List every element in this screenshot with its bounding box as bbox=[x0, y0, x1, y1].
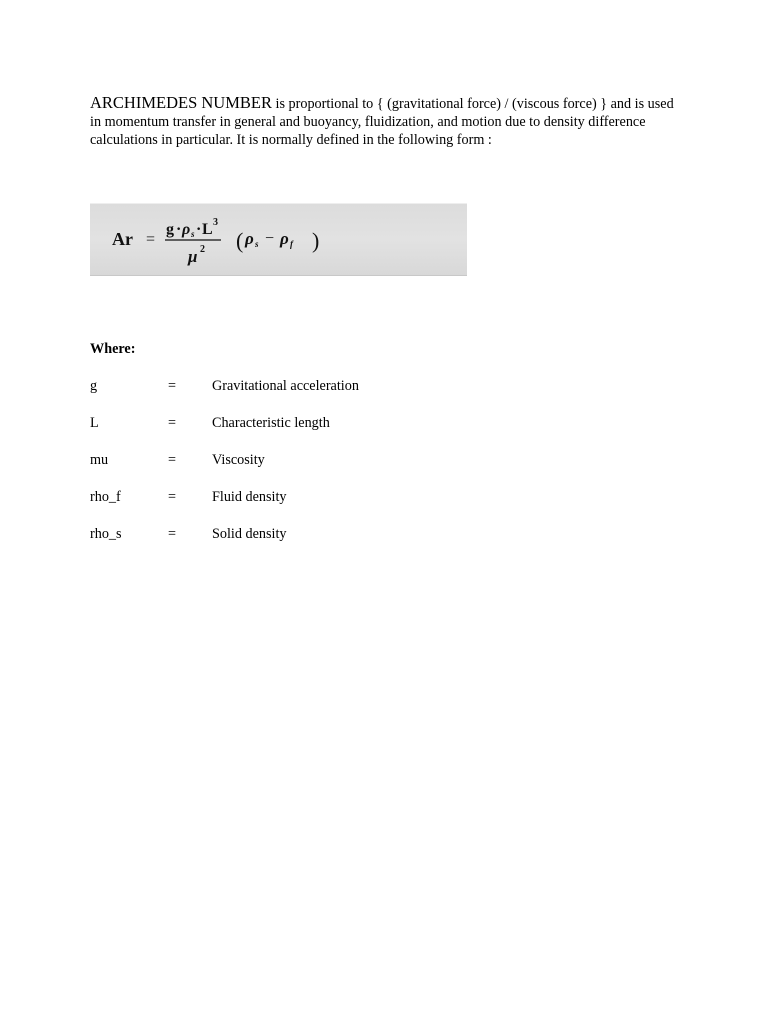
definition-description: Solid density bbox=[212, 526, 287, 542]
definition-description: Characteristic length bbox=[212, 415, 330, 431]
intro-text: is proportional to { (gravitational force) / (viscous force) } and is used in momentum transfer in general and buoyancy, fluidization, and motion due to density difference calculations in particular. It is normally defined in the following form : bbox=[90, 96, 674, 148]
formula-numerator-g: g bbox=[166, 221, 174, 238]
intro-paragraph bbox=[90, 94, 680, 149]
formula-open-paren: ( bbox=[236, 228, 244, 253]
formula-paren-rho-f: ρ bbox=[280, 229, 289, 248]
formula-numerator-rho: ρ bbox=[182, 221, 191, 238]
formula-paren-rho-s: ρ bbox=[245, 229, 254, 248]
definition-equals: = bbox=[168, 526, 177, 542]
formula-exp-2: 2 bbox=[200, 244, 205, 255]
formula-paren-sub-s: s bbox=[255, 239, 259, 249]
formula-dot-1: · bbox=[176, 221, 182, 238]
definition-symbol: rho_s bbox=[90, 526, 122, 542]
formula-equals: = bbox=[146, 231, 156, 248]
definition-equals: = bbox=[168, 378, 177, 394]
definition-symbol: L bbox=[90, 415, 99, 431]
formula-numerator-L: L bbox=[202, 221, 213, 238]
definition-symbol: rho_f bbox=[90, 489, 121, 505]
formula-image bbox=[90, 203, 467, 276]
definition-row bbox=[90, 488, 490, 506]
definition-equals: = bbox=[168, 415, 177, 431]
definition-symbol: g bbox=[90, 378, 98, 394]
definition-equals: = bbox=[168, 452, 177, 468]
formula-denominator-mu: μ bbox=[188, 247, 198, 266]
definition-row bbox=[90, 377, 490, 395]
where-label: Where: bbox=[90, 341, 136, 357]
formula-dot-2: · bbox=[196, 221, 202, 238]
definition-description: Fluid density bbox=[212, 489, 287, 505]
definition-row bbox=[90, 414, 490, 432]
definition-row bbox=[90, 451, 490, 469]
formula-numerator-sub-s: s bbox=[191, 229, 195, 239]
formula-close-paren: ) bbox=[312, 228, 320, 253]
definition-equals: = bbox=[168, 489, 177, 505]
definition-description: Viscosity bbox=[212, 452, 265, 468]
archimedes-number-term: ARCHIMEDES NUMBER bbox=[90, 93, 272, 112]
formula-lhs: Ar bbox=[112, 229, 133, 249]
definition-description: Gravitational acceleration bbox=[212, 378, 359, 394]
formula-paren-sub-f: f bbox=[290, 239, 293, 249]
formula-exp-3: 3 bbox=[213, 217, 218, 228]
formula-minus: − bbox=[265, 230, 275, 247]
formula-svg bbox=[90, 203, 467, 276]
definition-row bbox=[90, 525, 490, 543]
definition-symbol: mu bbox=[90, 452, 109, 468]
